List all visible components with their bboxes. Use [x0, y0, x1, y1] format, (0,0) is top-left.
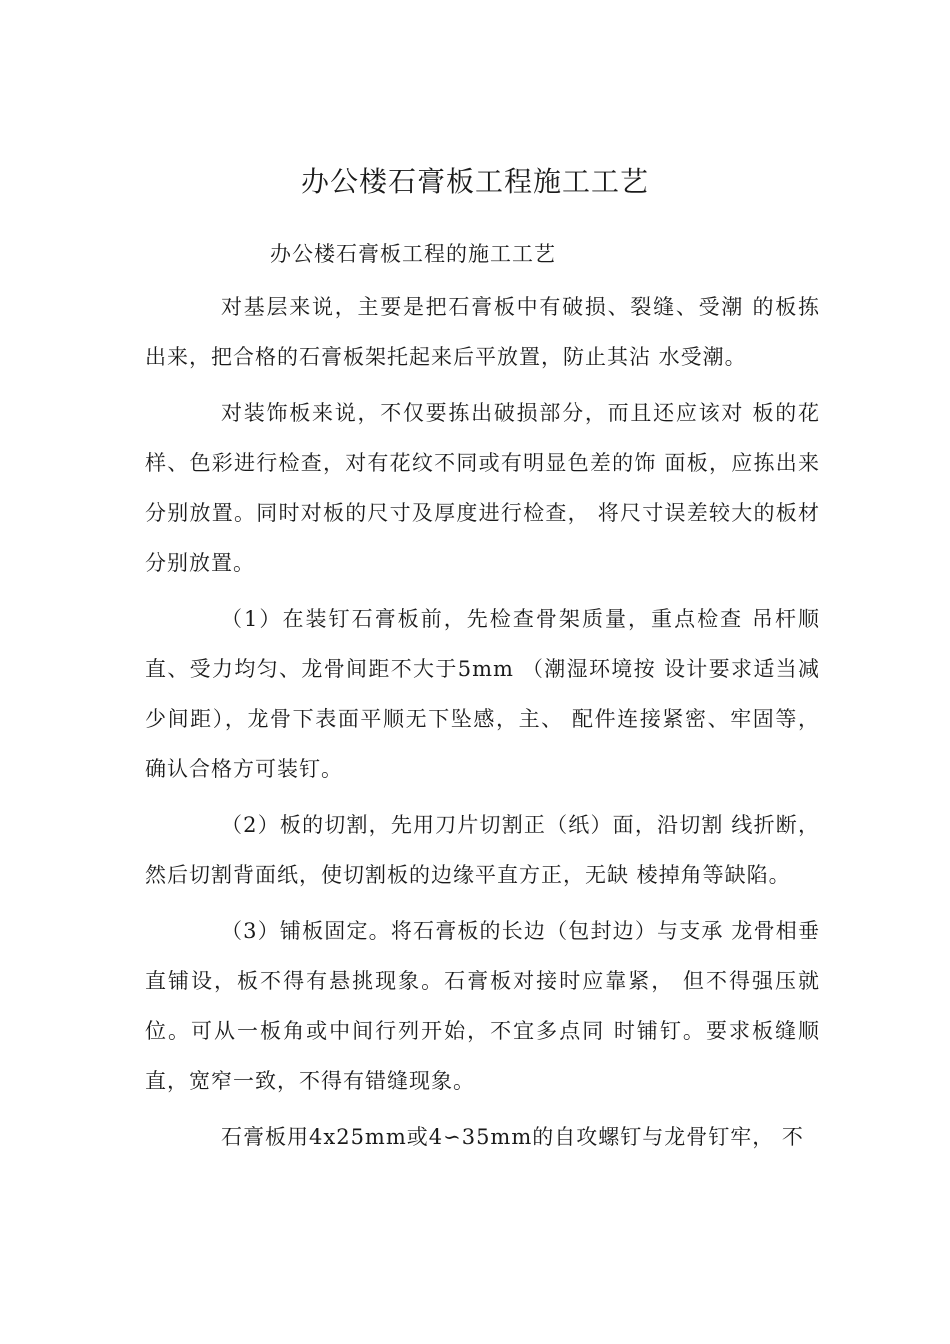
document-body — [145, 282, 820, 1168]
document-title: 办公楼石膏板工程施工工艺 — [300, 165, 649, 198]
paragraph: （2）板的切割，先用刀片切割正（纸）面，沿切割 线折断，然后切割背面纸，使切割板的边缘平直方正，无缺 棱掉角等缺陷。 — [145, 813, 820, 887]
paragraph: （3）铺板固定。将石膏板的长边（包封边）与支承 龙骨相垂直铺设，板不得有悬挑现象。石膏板对接时应靠紧， 但不得强压就位。可从一板角或中间行列开始，不宜多点同 时铺钉。要求板缝顺直，宽窄一致，不得有错缝现象。 — [145, 919, 820, 1093]
document-subtitle: 办公楼石膏板工程的施工工艺 — [270, 242, 556, 266]
paragraph: 对装饰板来说，不仅要拣出破损部分，而且还应该对 板的花样、色彩进行检查，对有花纹不同或有明显色差的饰 面板，应拣出来分别放置。同时对板的尺寸及厚度进行检查， 将尺寸误差较大的板材分别放置。 — [145, 401, 820, 575]
paragraph: 对基层来说，主要是把石膏板中有破损、裂缝、受潮 的板拣出来，把合格的石膏板架托起来后平放置，防止其沾 水受潮。 — [145, 295, 820, 369]
paragraph: （1）在装钉石膏板前，先检查骨架质量，重点检查 吊杆顺直、受力均匀、龙骨间距不大于5mm （潮湿环境按 设计要求适当减少间距），龙骨下表面平顺无下坠感，主、 配件连接紧密、牢固等，确认合格方可装钉。 — [145, 607, 820, 781]
paragraph: 石膏板用4x25mm或4∽35mm的自攻螺钉与龙骨钉牢， 不 — [221, 1125, 804, 1149]
